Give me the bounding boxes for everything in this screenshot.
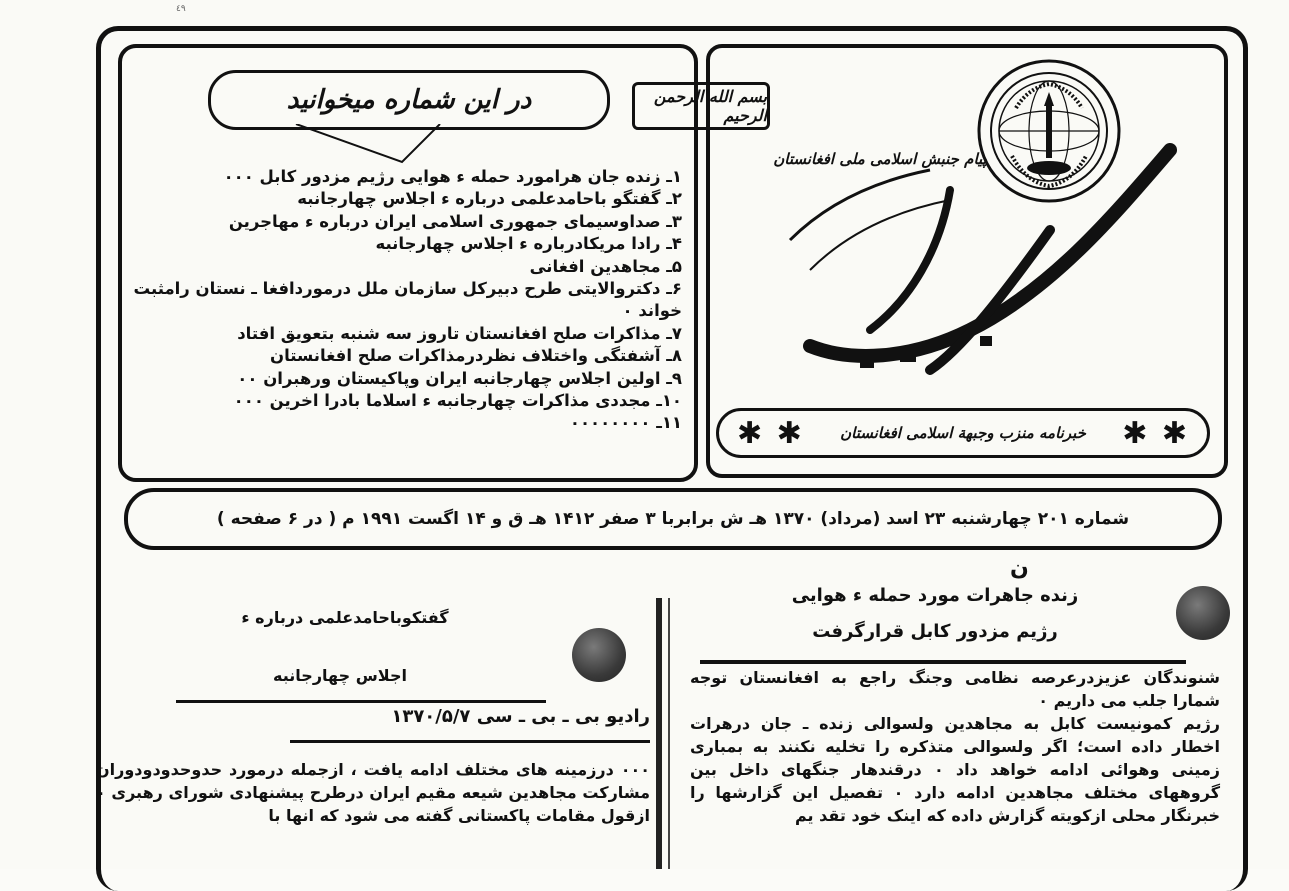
contents-list bbox=[126, 166, 682, 435]
column-rule-thin bbox=[668, 598, 670, 869]
right-article-body bbox=[690, 666, 1220, 827]
contents-banner: در این شماره میخوانید bbox=[208, 70, 610, 130]
left-article-headline-2: اجلاس چهارجانبه bbox=[273, 666, 407, 685]
right-headline-rule bbox=[700, 660, 1186, 664]
stars-left: ✱ ✱ bbox=[737, 415, 804, 451]
contents-item: ۲ـ گفتگو باحامدعلمی درباره ء اجلاس چهارجانبه bbox=[297, 189, 682, 209]
masthead-tagline-box bbox=[716, 408, 1210, 458]
right-paragraph: رژیم کمونیست کابل به مجاهدین ولسوالی زنده ـ جان درهرات اخطار داده است؛ اگر ولسوالی متذکره را تخلیه نکنند به بمباری زمینی وهوائی ادامه خواهد داد ۰ درقندهار جنگهای داخل بین گروههای مختلف مجاهدین ادامه دارد ۰ تفصیل این گزارشها را خبرنگار محلی ازکویته گزارش داده که اینک خود تقد یم bbox=[690, 714, 1221, 825]
contents-item: ۷ـ مذاکرات صلح افغانستان تاروز سه شنبه بتعویق افتاد bbox=[237, 323, 682, 343]
issue-info-bar bbox=[124, 488, 1222, 550]
left-article-body bbox=[96, 758, 650, 827]
right-article-headline bbox=[700, 578, 1170, 650]
contents-item: ۳ـ صداوسیمای جمهوری اسلامی ایران درباره ء مهاجرین bbox=[228, 211, 682, 231]
contents-item: ۱۱ـ ۰۰۰۰۰۰۰۰ bbox=[569, 413, 682, 433]
contents-item: ۴ـ رادا مریکادرباره ء اجلاس چهارجانبه bbox=[375, 234, 682, 254]
right-headline-line-1: زنده جاهرات مورد حمله ء هوایی bbox=[791, 585, 1079, 606]
contents-item: ۵ـ مجاهدین افغانی bbox=[529, 256, 682, 276]
right-paragraph: شنوندگان عزیزدرعرصه نظامی وجنگ راجع به افغانستان توجه شمارا جلب می داریم ۰ bbox=[690, 668, 1220, 710]
left-article-headline-1: گفتکوباحامدعلمی درباره ء bbox=[241, 608, 449, 627]
contents-item: ۱ـ زنده جان هرامورد حمله ء هوایی رژیم مزدور کابل ۰۰۰ bbox=[223, 167, 682, 186]
banner-pointer-shape bbox=[290, 124, 450, 168]
column-rule bbox=[656, 598, 662, 869]
contents-item: ۶ـ دکتروالایتی طرح دبیرکل سازمان ملل درموردافغا ـ نستان رامثبت خواند ۰ bbox=[133, 279, 682, 321]
left-article-byline: رادیو بی ـ بی ـ سی ۱۳۷۰/۵/۷ bbox=[391, 706, 650, 727]
bismillah-box: بسم الله الرحمن الرحیم bbox=[632, 82, 770, 130]
issue-info-text: شماره ۲۰۱ چهارشنبه ۲۳ اسد (مرداد) ۱۳۷۰ هـ ش برابربا ۳ صفر ۱۴۱۲ هـ ق و ۱۴ اگست ۱۹۹۱ م ( در ۶ صفحه ) bbox=[216, 509, 1130, 529]
contents-item: ۹ـ اولین اجلاس چهارجانبه ایران وپاکیستان ورهبران ۰۰ bbox=[237, 368, 682, 388]
left-article-bullet-icon bbox=[572, 628, 626, 682]
right-article-bullet-icon bbox=[1176, 586, 1230, 640]
corner-page-mark: ٤٩ bbox=[176, 4, 186, 14]
left-headline-rule bbox=[176, 700, 546, 703]
stars-right: ✱ ✱ bbox=[1122, 415, 1189, 451]
left-paragraph: ۰۰۰ درزمینه های مختلف ادامه یافت ، ازجمله درمورد حدوحدودودوران مشارکت مجاهدین شیعه مقیم ایران درطرح پیشنهادی شورای رهبری ۰ ازقول مقامات پاکستانی گفته می شود که انها با bbox=[96, 760, 650, 825]
contents-item: ۱۰ـ مجددی مذاکرات چهارجانبه ء اسلاما بادرا اخرین ۰۰۰ bbox=[233, 391, 682, 411]
masthead-title: پیام جنبش اسلامی ملی افغانستان bbox=[773, 150, 987, 168]
masthead-calligraphy-icon bbox=[750, 100, 1190, 390]
masthead-tagline: خبرنامه منزب وجبهة اسلامی افغانستان bbox=[840, 424, 1086, 442]
left-byline-rule bbox=[290, 740, 650, 743]
right-headline-line-2: رژیم مزدور کابل قرارگرفت bbox=[812, 621, 1058, 642]
right-article-glyph: ن bbox=[1010, 556, 1029, 581]
contents-item: ۸ـ آشفتگی واختلاف نظردرمذاکرات صلح افغانستان bbox=[270, 346, 682, 366]
